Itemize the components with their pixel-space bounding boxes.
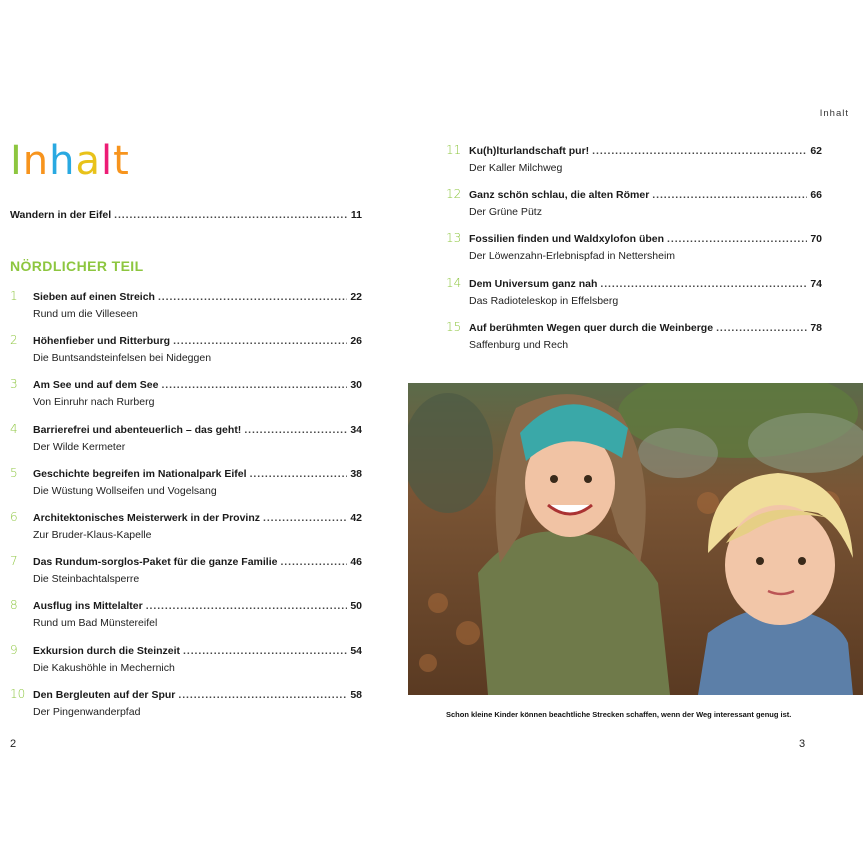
dot-leader: [173, 335, 347, 347]
dot-leader: [667, 233, 807, 245]
entry-subtitle: Der Kaller Milchweg: [469, 162, 563, 174]
entry-title: Höhenfieber und Ritterburg: [33, 335, 171, 348]
chapter-number: 8: [10, 598, 18, 613]
entry-title: Geschichte begreifen im Nationalpark Eifel: [33, 467, 247, 480]
entry-title: Ku(h)lturlandschaft pur!: [469, 145, 590, 157]
toc-entry[interactable]: [33, 424, 362, 453]
title-letter: l: [101, 138, 114, 184]
chapter-number: 6: [10, 510, 18, 524]
intro-page: 11: [350, 209, 362, 221]
chapter-number: 2: [10, 333, 18, 348]
toc-entry[interactable]: [33, 291, 362, 320]
chapter-number: 5: [10, 465, 18, 480]
entry-title: Den Bergleuten auf der Spur: [33, 688, 176, 701]
dot-leader: [652, 189, 807, 201]
toc-entry[interactable]: [33, 645, 362, 674]
toc-entry[interactable]: [33, 379, 362, 408]
toc-entry[interactable]: [469, 233, 822, 262]
dot-leader: [244, 424, 347, 436]
entry-page: 62: [810, 145, 822, 157]
chapter-number: 7: [10, 554, 18, 569]
dot-leader: [114, 209, 348, 221]
entry-page: 66: [810, 189, 822, 202]
photo-caption: Schon kleine Kinder können beachtliche Strecken schaffen, wenn der Weg interessant genug ist.: [446, 710, 792, 719]
entry-page: 58: [350, 688, 362, 701]
title-letter: I: [10, 138, 23, 184]
entry-page: 30: [350, 379, 362, 392]
entry-title: Fossilien finden und Waldxylofon üben: [469, 233, 665, 246]
title-letter: n: [22, 138, 50, 184]
chapter-number: 11: [446, 143, 462, 157]
entry-title: Exkursion durch die Steinzeit: [33, 644, 181, 657]
entry-subtitle: Die Steinbachtalsperre: [33, 573, 140, 586]
entry-title: Das Rundum-sorglos-Paket für die ganze Familie: [33, 556, 278, 569]
entry-subtitle: Der Wilde Kermeter: [33, 440, 126, 453]
entry-subtitle: Von Einruhr nach Rurberg: [33, 396, 155, 409]
chapter-number: 10: [10, 686, 26, 701]
entry-subtitle: Rund um die Villeseen: [33, 308, 138, 320]
toc-entry[interactable]: [33, 689, 362, 718]
dot-leader: [716, 322, 807, 334]
folio-right: 3: [799, 738, 806, 750]
entry-subtitle: Das Radioteleskop in Effelsberg: [469, 294, 619, 307]
chapter-number: 4: [10, 421, 18, 436]
toc-entry[interactable]: [33, 468, 362, 497]
entry-page: 42: [350, 512, 362, 524]
entry-page: 38: [350, 467, 362, 480]
dot-leader: [178, 689, 347, 701]
entry-page: 78: [810, 321, 822, 334]
dot-leader: [600, 278, 807, 290]
chapter-number: 3: [10, 377, 18, 392]
entry-title: Sieben auf einen Streich: [33, 291, 155, 303]
entry-subtitle: Rund um Bad Münstereifel: [33, 617, 158, 630]
dot-leader: [158, 291, 347, 303]
toc-entry[interactable]: [33, 335, 362, 364]
entry-subtitle: Der Löwenzahn-Erlebnispfad in Nettersheim: [469, 250, 676, 263]
intro-label: Wandern in der Eifel: [10, 209, 112, 221]
entry-title: Ganz schön schlau, die alten Römer: [469, 189, 650, 202]
toc-entry[interactable]: [33, 556, 362, 585]
toc-entry[interactable]: [469, 189, 822, 218]
entry-title: Am See und auf dem See: [33, 379, 159, 392]
title-letter: t: [113, 138, 130, 184]
entry-page: 46: [350, 556, 362, 569]
chapter-number: 9: [10, 642, 18, 657]
entry-title: Barrierefrei und abenteuerlich – das geht!: [33, 423, 242, 436]
toc-entry[interactable]: [469, 278, 822, 307]
entry-subtitle: Die Kakushöhle in Mechernich: [33, 661, 175, 674]
entry-page: 74: [810, 277, 822, 290]
title-letter: a: [75, 138, 102, 184]
entry-subtitle: Der Pingenwanderpfad: [33, 705, 141, 718]
chapter-number: 13: [446, 231, 462, 246]
entry-title: Architektonisches Meisterwerk in der Provinz: [33, 512, 260, 524]
children-photo: [408, 383, 863, 695]
entry-page: 70: [810, 233, 822, 246]
chapter-number: 15: [446, 319, 462, 334]
dot-leader: [161, 379, 347, 391]
entry-page: 34: [350, 423, 362, 436]
dot-leader: [146, 600, 348, 612]
entry-title: Dem Universum ganz nah: [469, 277, 598, 290]
toc-entry[interactable]: [33, 600, 362, 629]
chapter-number: 14: [446, 275, 462, 290]
dot-leader: [250, 468, 348, 480]
toc-entry[interactable]: [469, 322, 822, 351]
entry-page: 22: [350, 291, 362, 303]
dot-leader: [280, 556, 347, 568]
entry-subtitle: Die Wüstung Wollseifen und Vogelsang: [33, 484, 217, 497]
entry-page: 26: [350, 335, 362, 348]
entry-title: Auf berühmten Wegen quer durch die Weinberge: [469, 321, 714, 334]
title-letter: h: [49, 138, 76, 184]
entry-page: 50: [350, 600, 362, 613]
entry-subtitle: Die Buntsandsteinfelsen bei Nideggen: [33, 352, 212, 365]
chapter-number: 12: [446, 187, 462, 202]
dot-leader: [592, 145, 807, 157]
dot-leader: [183, 645, 347, 657]
page-title: [10, 138, 130, 184]
toc-entry[interactable]: [33, 512, 362, 541]
entry-subtitle: Zur Bruder-Klaus-Kapelle: [33, 529, 152, 541]
running-head: Inhalt: [819, 108, 849, 119]
section-heading: NÖRDLICHER TEIL: [10, 258, 144, 274]
entry-title: Ausflug ins Mittelalter: [33, 600, 143, 613]
entry-subtitle: Der Grüne Pütz: [469, 206, 542, 219]
dot-leader: [263, 512, 347, 524]
entry-page: 54: [350, 644, 362, 657]
folio-left: 2: [10, 738, 17, 750]
entry-subtitle: Saffenburg und Rech: [469, 338, 569, 351]
chapter-number: 1: [10, 289, 18, 303]
toc-entry[interactable]: [469, 145, 822, 174]
intro-entry[interactable]: [10, 209, 362, 221]
